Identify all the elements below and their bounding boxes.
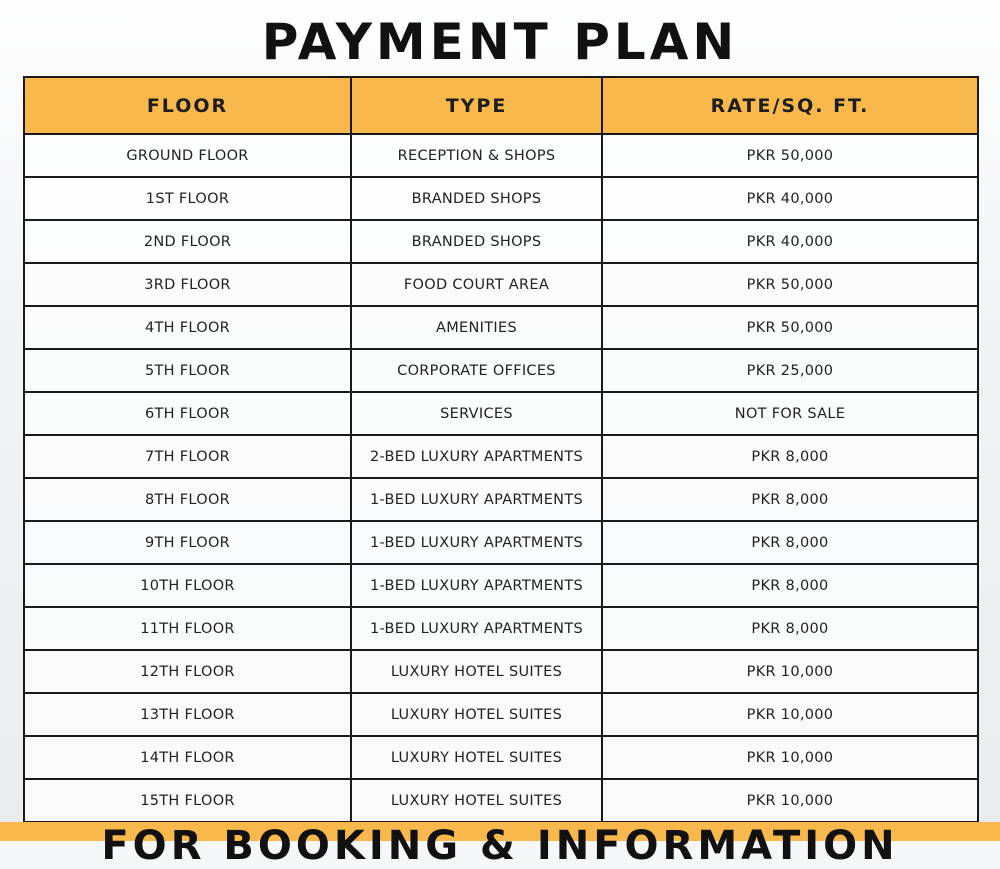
cell-floor: 1ST FLOOR bbox=[24, 177, 351, 220]
cell-rate: PKR 40,000 bbox=[602, 220, 978, 263]
cell-floor: 15TH FLOOR bbox=[24, 779, 351, 822]
footer-text: FOR BOOKING & INFORMATION bbox=[101, 823, 899, 869]
cell-type: CORPORATE OFFICES bbox=[351, 349, 602, 392]
table-row bbox=[24, 306, 978, 349]
cell-floor: 2ND FLOOR bbox=[24, 220, 351, 263]
cell-rate: PKR 8,000 bbox=[602, 607, 978, 650]
table-row bbox=[24, 263, 978, 306]
table-row bbox=[24, 478, 978, 521]
header-floor: FLOOR bbox=[24, 77, 351, 134]
header-rate: RATE/SQ. FT. bbox=[602, 77, 978, 134]
cell-rate: PKR 10,000 bbox=[602, 779, 978, 822]
table-row bbox=[24, 693, 978, 736]
cell-type: 1-BED LUXURY APARTMENTS bbox=[351, 521, 602, 564]
cell-type: 1-BED LUXURY APARTMENTS bbox=[351, 607, 602, 650]
cell-floor: GROUND FLOOR bbox=[24, 134, 351, 177]
cell-rate: PKR 8,000 bbox=[602, 478, 978, 521]
cell-rate: PKR 10,000 bbox=[602, 650, 978, 693]
table-row bbox=[24, 607, 978, 650]
cell-rate: PKR 50,000 bbox=[602, 306, 978, 349]
table-row bbox=[24, 349, 978, 392]
cell-floor: 6TH FLOOR bbox=[24, 392, 351, 435]
cell-rate: PKR 8,000 bbox=[602, 521, 978, 564]
table-row bbox=[24, 220, 978, 263]
cell-floor: 3RD FLOOR bbox=[24, 263, 351, 306]
header-type: TYPE bbox=[351, 77, 602, 134]
table-row bbox=[24, 650, 978, 693]
cell-floor: 14TH FLOOR bbox=[24, 736, 351, 779]
cell-floor: 13TH FLOOR bbox=[24, 693, 351, 736]
cell-floor: 4TH FLOOR bbox=[24, 306, 351, 349]
footer-banner bbox=[0, 822, 1000, 869]
cell-type: 1-BED LUXURY APARTMENTS bbox=[351, 564, 602, 607]
cell-type: LUXURY HOTEL SUITES bbox=[351, 779, 602, 822]
table-row bbox=[24, 177, 978, 220]
table-row bbox=[24, 435, 978, 478]
cell-type: LUXURY HOTEL SUITES bbox=[351, 650, 602, 693]
cell-type: 2-BED LUXURY APARTMENTS bbox=[351, 435, 602, 478]
table-header-row bbox=[24, 77, 978, 134]
payment-plan-table bbox=[23, 76, 979, 823]
cell-type: FOOD COURT AREA bbox=[351, 263, 602, 306]
cell-floor: 12TH FLOOR bbox=[24, 650, 351, 693]
cell-rate: NOT FOR SALE bbox=[602, 392, 978, 435]
cell-type: BRANDED SHOPS bbox=[351, 177, 602, 220]
cell-rate: PKR 40,000 bbox=[602, 177, 978, 220]
page-title: PAYMENT PLAN bbox=[261, 13, 739, 71]
cell-rate: PKR 25,000 bbox=[602, 349, 978, 392]
cell-type: SERVICES bbox=[351, 392, 602, 435]
cell-rate: PKR 10,000 bbox=[602, 693, 978, 736]
cell-type: LUXURY HOTEL SUITES bbox=[351, 736, 602, 779]
cell-rate: PKR 8,000 bbox=[602, 435, 978, 478]
table-row bbox=[24, 779, 978, 822]
cell-floor: 9TH FLOOR bbox=[24, 521, 351, 564]
table-row bbox=[24, 521, 978, 564]
cell-rate: PKR 10,000 bbox=[602, 736, 978, 779]
table-row bbox=[24, 736, 978, 779]
cell-rate: PKR 50,000 bbox=[602, 263, 978, 306]
cell-type: RECEPTION & SHOPS bbox=[351, 134, 602, 177]
table-row bbox=[24, 564, 978, 607]
cell-floor: 7TH FLOOR bbox=[24, 435, 351, 478]
cell-floor: 11TH FLOOR bbox=[24, 607, 351, 650]
cell-type: 1-BED LUXURY APARTMENTS bbox=[351, 478, 602, 521]
cell-rate: PKR 8,000 bbox=[602, 564, 978, 607]
table-row bbox=[24, 392, 978, 435]
table-row bbox=[24, 134, 978, 177]
cell-floor: 5TH FLOOR bbox=[24, 349, 351, 392]
cell-type: BRANDED SHOPS bbox=[351, 220, 602, 263]
cell-type: LUXURY HOTEL SUITES bbox=[351, 693, 602, 736]
cell-rate: PKR 50,000 bbox=[602, 134, 978, 177]
cell-floor: 10TH FLOOR bbox=[24, 564, 351, 607]
cell-floor: 8TH FLOOR bbox=[24, 478, 351, 521]
cell-type: AMENITIES bbox=[351, 306, 602, 349]
